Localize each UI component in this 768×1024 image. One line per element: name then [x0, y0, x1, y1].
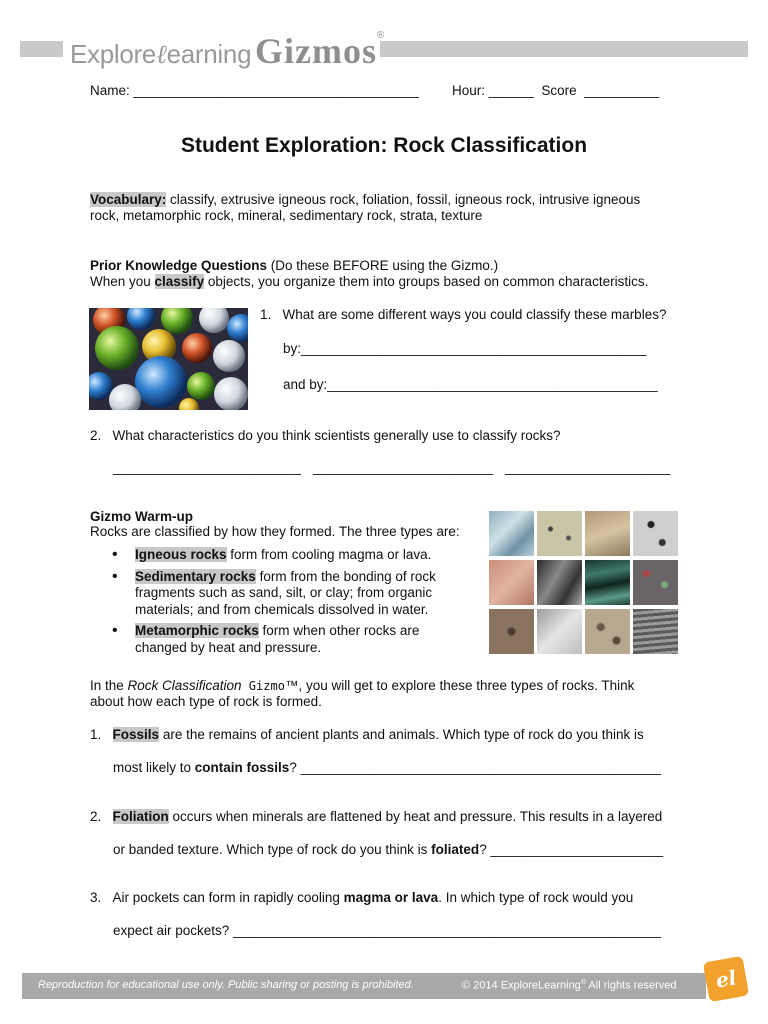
prior-heading-bold: Prior Knowledge Questions [90, 258, 268, 273]
prior-q2 [90, 428, 560, 443]
warmup-q2-bold: foliated [431, 842, 480, 857]
vocabulary-terms-1: classify, extrusive igneous rock, foliation, fossil, igneous rock, intrusive igneous [166, 192, 641, 207]
vocabulary-line-1 [90, 192, 640, 207]
rock-sample [585, 560, 630, 605]
list-item-metamorphic [90, 623, 480, 656]
prior-q1-number: 1. [260, 307, 272, 322]
footer-registered: ® [580, 979, 586, 986]
list-item-sedimentary [90, 569, 480, 619]
rock-sample [537, 560, 582, 605]
warmup-heading: Gizmo Warm-up [90, 509, 193, 524]
rock-types-list [90, 547, 480, 661]
para-gizmo: Gizmo [241, 679, 285, 693]
logo-explore-text: Explore [70, 39, 157, 69]
footer-copyright [462, 979, 676, 992]
rock-sample [489, 511, 534, 556]
metamorphic-text-2: changed by heat and pressure. [135, 639, 322, 655]
warmup-q2-pre: or banded texture. Which type of rock do you think is [113, 842, 432, 857]
prior-intro-pre: When you [90, 274, 155, 289]
rock-sample [633, 511, 678, 556]
hour-blank[interactable]: ______ [488, 83, 534, 98]
warmup-q2-line-2 [113, 842, 663, 857]
badge-text: el [713, 965, 739, 993]
warmup-q3-bold: magma or lava [343, 890, 439, 905]
rock-sample [489, 609, 534, 654]
name-blank[interactable]: ______________________________________ [133, 83, 419, 98]
footer-disclaimer: Reproduction for educational use only. Public sharing or posting is prohibited. [38, 979, 414, 991]
rock-sample [633, 609, 678, 654]
para-tm: ™ [284, 678, 299, 693]
warmup-q1 [90, 727, 644, 742]
prior-knowledge-heading [90, 258, 498, 273]
sedimentary-text-3: materials; and from chemicals dissolved in water. [135, 601, 429, 617]
warmup-q1-answer[interactable]: ? ________________________________________________ [289, 760, 661, 775]
logo-registered: ® [376, 30, 385, 41]
metamorphic-term: Metamorphic rocks [135, 623, 259, 638]
footer-bar [22, 973, 706, 999]
rock-samples-image [489, 511, 679, 655]
prior-q2-text: What characteristics do you think scientists generally use to classify rocks? [112, 428, 561, 443]
rock-sample [585, 609, 630, 654]
warmup-intro: Rocks are classified by how they formed. The three types are: [90, 524, 460, 539]
footer-rights: All rights reserved [585, 979, 677, 992]
score-blank[interactable]: __________ [584, 83, 660, 98]
warmup-q1-text: are the remains of ancient plants and animals. Which type of rock do you think is [159, 727, 644, 742]
prior-q2-number: 2. [90, 428, 102, 443]
warmup-q2-answer[interactable]: ? _______________________ [479, 842, 664, 857]
prior-intro-post: objects, you organize them into groups based on common characteristics. [204, 274, 649, 289]
vocabulary-label: Vocabulary: [90, 192, 167, 207]
logo-l-script: ℓ [156, 40, 167, 70]
prior-q2-answer-2[interactable]: ________________________ [313, 460, 494, 475]
marbles-image [89, 308, 248, 410]
igneous-term: Igneous rocks [135, 547, 227, 562]
rock-sample [585, 511, 630, 556]
sedimentary-text-1: form from the bonding of rock [255, 568, 436, 584]
vocabulary-line-2: rock, metamorphic rock, mineral, sedimentary rock, strata, texture [90, 208, 483, 223]
warmup-q1-pre: most likely to [113, 760, 195, 775]
warmup-q3-number: 3. [90, 890, 102, 905]
metamorphic-text-1: form when other rocks are [258, 623, 420, 638]
prior-intro-term: classify [154, 274, 205, 289]
rock-sample [489, 560, 534, 605]
warmup-q1-term: Fossils [112, 727, 160, 742]
prior-intro [90, 274, 648, 289]
rock-sample [537, 609, 582, 654]
para-post: , you will get to explore these three types of rocks. Think [298, 678, 635, 693]
explorelearning-badge-icon [703, 956, 749, 1002]
warmup-q2-number: 2. [90, 809, 102, 824]
logo-gizmos-text: Gizmos [255, 31, 377, 71]
hour-label: Hour: [452, 83, 486, 98]
prior-q2-answer-3[interactable]: ______________________ [505, 460, 671, 475]
name-field[interactable] [90, 83, 419, 98]
igneous-text: form from cooling magma or lava. [226, 547, 432, 562]
hour-score-field[interactable] [452, 83, 659, 98]
warmup-q1-line-2 [113, 760, 661, 775]
sedimentary-term: Sedimentary rocks [135, 568, 256, 584]
warmup-q2-term: Foliation [112, 809, 169, 824]
gizmo-paragraph-line-2: about how each type of rock is formed. [90, 694, 322, 709]
prior-q1 [260, 307, 666, 322]
gizmo-paragraph-line-1 [90, 678, 634, 693]
warmup-q1-bold: contain fossils [194, 760, 290, 775]
name-label: Name: [90, 83, 130, 98]
warmup-q3-pre: Air pockets can form in rapidly cooling [112, 890, 344, 905]
logo-learning-text: earning [166, 39, 252, 69]
warmup-q3 [90, 890, 633, 905]
prior-q1-text: What are some different ways you could classify these marbles? [282, 307, 667, 322]
warmup-q3-answer[interactable]: expect air pockets? _________________________________________________________ [113, 923, 662, 938]
rock-sample [537, 511, 582, 556]
header-bar-left [20, 41, 63, 57]
warmup-q1-number: 1. [90, 727, 102, 742]
prior-q1-by-answer[interactable]: by:______________________________________________ [283, 341, 647, 356]
prior-q1-andby-answer[interactable]: and by:____________________________________________ [283, 377, 658, 392]
page-title: Student Exploration: Rock Classification [180, 134, 588, 157]
sedimentary-text-2: fragments such as sand, silt, or clay; from organic [135, 585, 433, 600]
prior-q2-answer-1[interactable]: _________________________ [113, 460, 301, 475]
logo [70, 30, 384, 70]
list-item-igneous [90, 547, 480, 564]
warmup-q2-text: occurs when minerals are flattened by heat and pressure. This results in a layered [168, 809, 663, 824]
para-pre: In the [90, 678, 128, 693]
warmup-q3-post: . In which type of rock would you [438, 890, 634, 905]
prior-heading-note: (Do these BEFORE using the Gizmo.) [267, 258, 499, 273]
footer-copyright-text: © 2014 ExploreLearning [462, 979, 581, 992]
rock-sample [633, 560, 678, 605]
header-bar-right [380, 41, 748, 57]
warmup-q2 [90, 809, 662, 824]
para-italic: Rock Classification [127, 678, 242, 693]
score-label: Score [541, 83, 577, 98]
